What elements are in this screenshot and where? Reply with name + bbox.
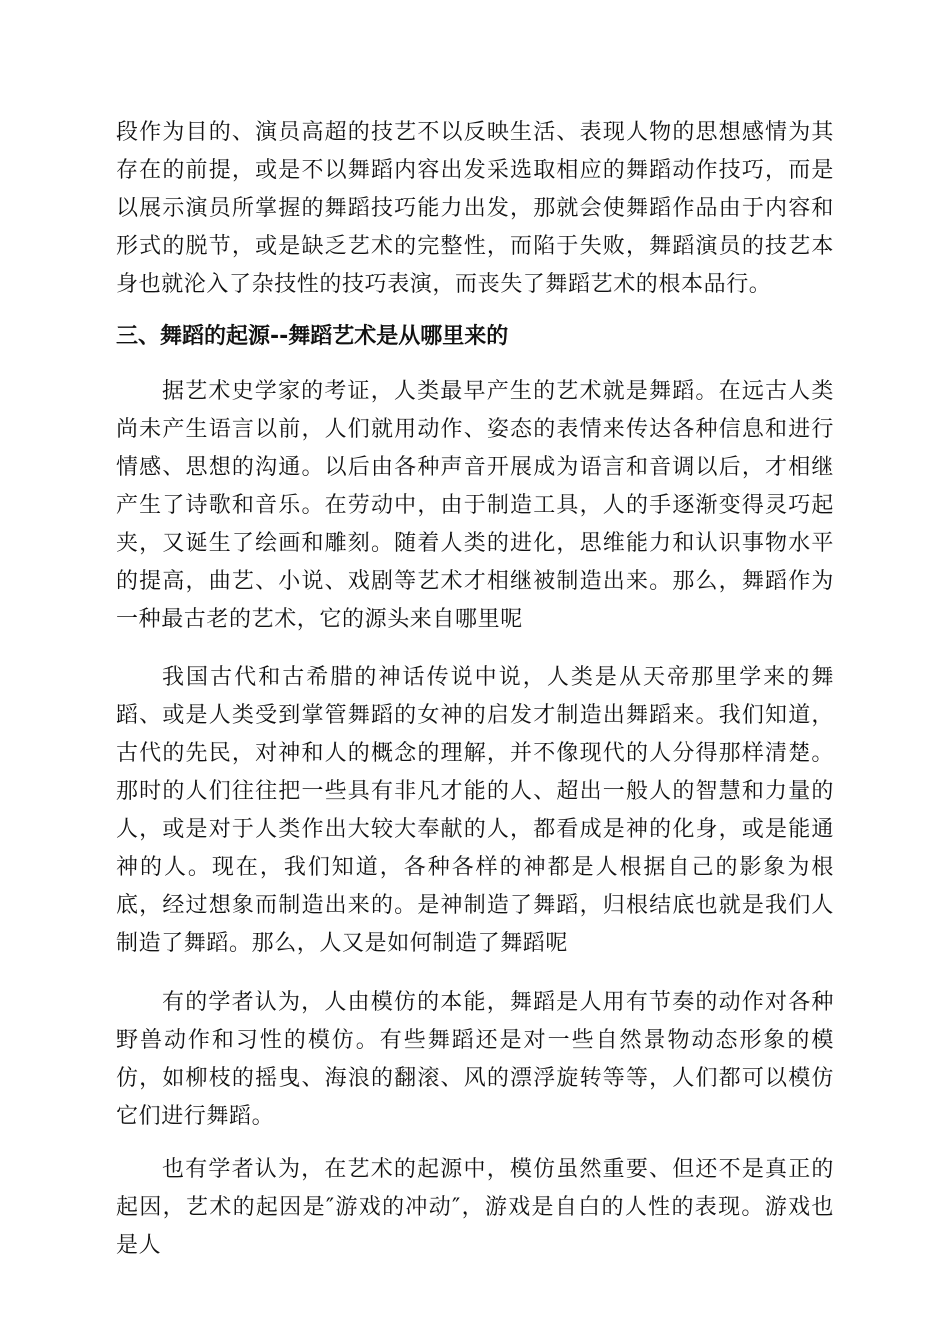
paragraph-3: 有的学者认为，人由模仿的本能，舞蹈是人用有节奏的动作对各种野兽动作和习性的模仿。有些舞蹈还是对一些自然景物动态形象的模仿，如柳枝的摇曳、海浪的翻滚、风的漂浮旋转等等，人们都可以模仿它们进行舞蹈。	[116, 990, 834, 1129]
paragraph-4: 也有学者认为，在艺术的起源中，模仿虽然重要、但还不是真正的起因，艺术的起因是″游戏的冲动″，游戏是自白的人性的表现。游戏也是人	[116, 1157, 834, 1258]
section-heading: 三、舞蹈的起源--舞蹈艺术是从哪里来的	[116, 324, 509, 349]
continuation-paragraph: 段作为目的、演员高超的技艺不以反映生活、表现人物的思想感情为其存在的前提，或是不以舞蹈内容出发采选取相应的舞蹈动作技巧，而是以展示演员所掌握的舞蹈技巧能力出发，那就会使舞蹈作品由于内容和形式的脱节，或是缺乏艺术的完整性，而陷于失败，舞蹈演员的技艺本身也就沦入了杂技性的技巧表演，而丧失了舞蹈艺术的根本品行。	[116, 120, 834, 297]
paragraph-2: 我国古代和古希腊的神话传说中说，人类是从天帝那里学来的舞蹈、或是人类受到掌管舞蹈的女神的启发才制造出舞蹈来。我们知道，古代的先民，对神和人的概念的理解，并不像现代的人分得那样清楚。那时的人们往往把一些具有非凡才能的人、超出一般人的智慧和力量的人，或是对于人类作出大较大奉献的人，都看成是神的化身，或是能通神的人。现在，我们知道，各种各样的神都是人根据自己的影象为根底，经过想象而制造出来的。是神制造了舞蹈，归根结底也就是我们人制造了舞蹈。那么，人又是如何制造了舞蹈呢	[116, 665, 834, 956]
paragraph-1: 据艺术史学家的考证，人类最早产生的艺术就是舞蹈。在远古人类尚未产生语言以前，人们就用动作、姿态的表情来传达各种信息和进行情感、思想的沟通。以后由各种声音开展成为语言和音调以后，才相继产生了诗歌和音乐。在劳动中，由于制造工具，人的手逐渐变得灵巧起夹，又诞生了绘画和雕刻。随着人类的进化，思维能力和认识事物水平的提高，曲艺、小说、戏剧等艺术才相继被制造出来。那么，舞蹈作为一种最古老的艺术，它的源头来自哪里呢	[116, 379, 834, 632]
